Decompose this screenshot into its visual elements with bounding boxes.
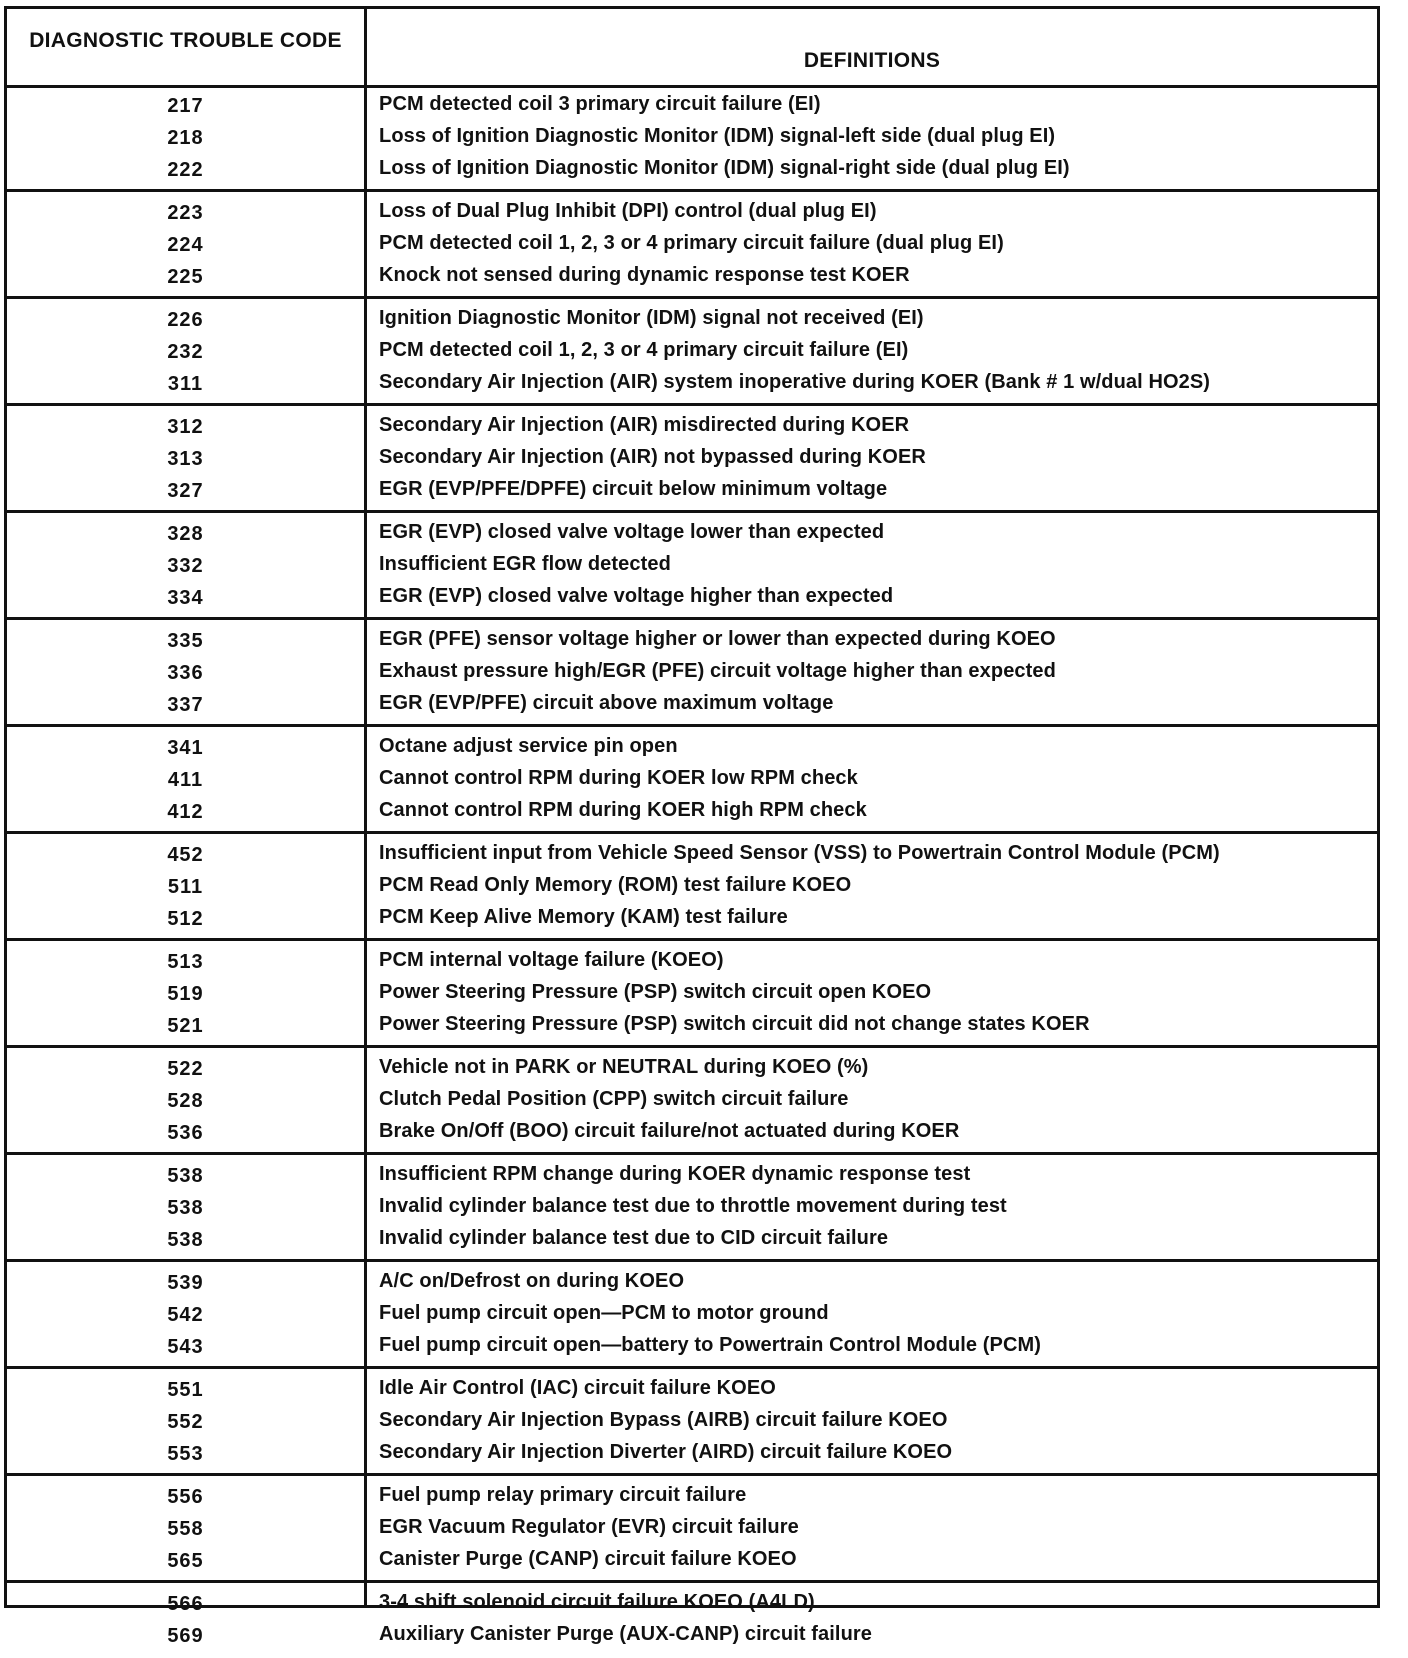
- code-definition: EGR Vacuum Regulator (EVR) circuit failure: [379, 1516, 799, 1538]
- code-group: [7, 406, 1377, 513]
- trouble-code: 536: [167, 1122, 204, 1144]
- table-row: [7, 474, 1377, 506]
- table-row: [7, 1298, 1377, 1330]
- code-definition: 3-4 shift solenoid circuit failure KOEO (A4LD): [379, 1591, 815, 1613]
- table-row: [7, 549, 1377, 581]
- trouble-code: 222: [167, 159, 204, 181]
- code-definition: Loss of Ignition Diagnostic Monitor (IDM) signal-left side (dual plug EI): [379, 125, 1056, 147]
- code-definition: Cannot control RPM during KOER high RPM check: [379, 799, 867, 821]
- trouble-code: 225: [167, 266, 204, 288]
- code-definition: Secondary Air Injection (AIR) misdirected during KOER: [379, 414, 910, 436]
- table-row: [7, 1191, 1377, 1223]
- code-group: [7, 941, 1377, 1048]
- trouble-code: 223: [167, 202, 204, 224]
- trouble-code: 311: [167, 373, 204, 395]
- trouble-code: 332: [167, 555, 204, 577]
- code-group: [7, 85, 1377, 192]
- table-row: [7, 1009, 1377, 1041]
- definitions-column-header: DEFINITIONS: [803, 49, 941, 72]
- trouble-code: 538: [167, 1165, 204, 1187]
- table-row: [7, 1266, 1377, 1298]
- table-row: [7, 1373, 1377, 1405]
- code-definition: EGR (EVP) closed valve voltage higher than expected: [379, 585, 894, 607]
- code-definition: Secondary Air Injection Diverter (AIRD) circuit failure KOEO: [379, 1441, 953, 1463]
- trouble-code: 552: [167, 1411, 204, 1433]
- table-row: [7, 1330, 1377, 1362]
- table-row: [7, 1116, 1377, 1148]
- trouble-code: 521: [167, 1015, 204, 1037]
- trouble-code: 543: [167, 1336, 204, 1358]
- code-definition: EGR (EVP) closed valve voltage lower than expected: [379, 521, 885, 543]
- table-row: [7, 763, 1377, 795]
- code-definition: Invalid cylinder balance test due to CID circuit failure: [379, 1227, 889, 1249]
- code-definition: Secondary Air Injection (AIR) not bypassed during KOER: [379, 446, 926, 468]
- trouble-code: 569: [167, 1625, 204, 1647]
- code-group: [7, 1476, 1377, 1583]
- code-definition: Clutch Pedal Position (CPP) switch circuit failure: [379, 1088, 849, 1110]
- trouble-code: 511: [167, 876, 204, 898]
- trouble-code: 335: [167, 630, 204, 652]
- code-group: [7, 299, 1377, 406]
- code-group: [7, 513, 1377, 620]
- code-definition: Fuel pump circuit open—battery to Powertrain Control Module (PCM): [379, 1334, 1042, 1356]
- trouble-code: 411: [167, 769, 204, 791]
- code-definition: Secondary Air Injection Bypass (AIRB) circuit failure KOEO: [379, 1409, 948, 1431]
- code-group: [7, 727, 1377, 834]
- trouble-code: 328: [167, 523, 204, 545]
- code-definition: Vehicle not in PARK or NEUTRAL during KOEO (%): [379, 1056, 869, 1078]
- table-row: [7, 945, 1377, 977]
- trouble-code: 452: [167, 844, 204, 866]
- trouble-code: 522: [167, 1058, 204, 1080]
- trouble-code: 334: [167, 587, 204, 609]
- code-definition: PCM internal voltage failure (KOEO): [379, 949, 724, 971]
- trouble-code: 232: [167, 341, 204, 363]
- table-row: [7, 688, 1377, 720]
- table-row: [7, 902, 1377, 934]
- code-definition: A/C on/Defrost on during KOEO: [379, 1270, 685, 1292]
- table-row: [7, 260, 1377, 292]
- table-row: [7, 89, 1377, 121]
- trouble-code: 217: [167, 95, 204, 117]
- trouble-code: 336: [167, 662, 204, 684]
- table-row: [7, 656, 1377, 688]
- trouble-code: 226: [167, 309, 204, 331]
- code-group: [7, 1262, 1377, 1369]
- trouble-code: 341: [167, 737, 204, 759]
- trouble-code: 412: [167, 801, 204, 823]
- dtc-table: [4, 6, 1380, 1647]
- table-row: [7, 228, 1377, 260]
- code-definition: Cannot control RPM during KOER low RPM check: [379, 767, 858, 789]
- table-row: [7, 581, 1377, 613]
- trouble-code: 538: [167, 1229, 204, 1251]
- table-row: [7, 1405, 1377, 1437]
- code-definition: Power Steering Pressure (PSP) switch circuit open KOEO: [379, 981, 932, 1003]
- trouble-code: 513: [167, 951, 204, 973]
- table-row: [7, 977, 1377, 1009]
- trouble-code: 218: [167, 127, 204, 149]
- table-row: [7, 838, 1377, 870]
- code-definition: PCM detected coil 3 primary circuit failure (EI): [379, 93, 821, 115]
- table-row: [7, 1480, 1377, 1512]
- trouble-code: 313: [167, 448, 204, 470]
- code-definition: Insufficient EGR flow detected: [379, 553, 671, 575]
- trouble-code: 528: [167, 1090, 204, 1112]
- trouble-code: 551: [167, 1379, 204, 1401]
- code-definition: Ignition Diagnostic Monitor (IDM) signal not received (EI): [379, 307, 924, 329]
- table-header: [7, 9, 1377, 88]
- table-row: [7, 153, 1377, 185]
- code-definition: Knock not sensed during dynamic response test KOER: [379, 264, 910, 286]
- trouble-code: 565: [167, 1550, 204, 1572]
- trouble-code: 556: [167, 1486, 204, 1508]
- code-group: [7, 192, 1377, 299]
- table-row: [7, 1437, 1377, 1469]
- table-row: [7, 303, 1377, 335]
- table-row: [7, 1587, 1377, 1619]
- code-definition: Fuel pump relay primary circuit failure: [379, 1484, 747, 1506]
- trouble-code: 224: [167, 234, 204, 256]
- code-definition: Octane adjust service pin open: [379, 735, 678, 757]
- code-definition: PCM detected coil 1, 2, 3 or 4 primary circuit failure (EI): [379, 339, 909, 361]
- table-row: [7, 335, 1377, 367]
- code-definition: Insufficient RPM change during KOER dynamic response test: [379, 1163, 971, 1185]
- table-row: [7, 624, 1377, 656]
- code-definition: Brake On/Off (BOO) circuit failure/not actuated during KOER: [379, 1120, 960, 1142]
- trouble-code: 327: [167, 480, 204, 502]
- trouble-code: 566: [167, 1593, 204, 1615]
- code-definition: Invalid cylinder balance test due to throttle movement during test: [379, 1195, 1007, 1217]
- code-definition: Idle Air Control (IAC) circuit failure KOEO: [379, 1377, 776, 1399]
- code-definition: Insufficient input from Vehicle Speed Sensor (VSS) to Powertrain Control Module (PCM): [379, 842, 1220, 864]
- table-row: [7, 1619, 1377, 1651]
- code-definition: PCM detected coil 1, 2, 3 or 4 primary circuit failure (dual plug EI): [379, 232, 1004, 254]
- trouble-code: 337: [167, 694, 204, 716]
- table-row: [7, 1544, 1377, 1576]
- code-definition: EGR (EVP/PFE) circuit above maximum voltage: [379, 692, 834, 714]
- trouble-code: 553: [167, 1443, 204, 1465]
- code-definition: Auxiliary Canister Purge (AUX-CANP) circuit failure: [379, 1623, 872, 1645]
- code-group: [7, 1369, 1377, 1476]
- code-definition: Exhaust pressure high/EGR (PFE) circuit voltage higher than expected: [379, 660, 1056, 682]
- table-row: [7, 1512, 1377, 1544]
- table-row: [7, 367, 1377, 399]
- code-definition: Power Steering Pressure (PSP) switch circuit did not change states KOER: [379, 1013, 1090, 1035]
- code-group: [7, 834, 1377, 941]
- code-definition: Loss of Ignition Diagnostic Monitor (IDM) signal-right side (dual plug EI): [379, 157, 1070, 179]
- table-row: [7, 121, 1377, 153]
- table-row: [7, 795, 1377, 827]
- table-row: [7, 1052, 1377, 1084]
- code-column-header: DIAGNOSTIC TROUBLE CODE: [29, 29, 342, 52]
- code-group: [7, 620, 1377, 727]
- table-row: [7, 410, 1377, 442]
- code-group: [7, 1155, 1377, 1262]
- code-definition: Canister Purge (CANP) circuit failure KOEO: [379, 1548, 797, 1570]
- trouble-code: 538: [167, 1197, 204, 1219]
- table-row: [7, 731, 1377, 763]
- trouble-code: 558: [167, 1518, 204, 1540]
- code-definition: Secondary Air Injection (AIR) system inoperative during KOER (Bank # 1 w/dual HO2S): [379, 371, 1211, 393]
- trouble-code: 542: [167, 1304, 204, 1326]
- code-definition: PCM Keep Alive Memory (KAM) test failure: [379, 906, 788, 928]
- code-definition: EGR (EVP/PFE/DPFE) circuit below minimum voltage: [379, 478, 888, 500]
- table-row: [7, 442, 1377, 474]
- code-definition: EGR (PFE) sensor voltage higher or lower than expected during KOEO: [379, 628, 1056, 650]
- table-row: [7, 196, 1377, 228]
- code-group: [7, 1048, 1377, 1155]
- table-row: [7, 870, 1377, 902]
- table-row: [7, 1084, 1377, 1116]
- trouble-code: 539: [167, 1272, 204, 1294]
- table-row: [7, 517, 1377, 549]
- trouble-code: 512: [167, 908, 204, 930]
- code-group: [7, 1583, 1377, 1658]
- table-row: [7, 1159, 1377, 1191]
- code-definition: PCM Read Only Memory (ROM) test failure KOEO: [379, 874, 852, 896]
- trouble-code: 312: [167, 416, 204, 438]
- table-row: [7, 1223, 1377, 1255]
- code-definition: Loss of Dual Plug Inhibit (DPI) control (dual plug EI): [379, 200, 877, 222]
- trouble-code: 519: [167, 983, 204, 1005]
- code-definition: Fuel pump circuit open—PCM to motor ground: [379, 1302, 829, 1324]
